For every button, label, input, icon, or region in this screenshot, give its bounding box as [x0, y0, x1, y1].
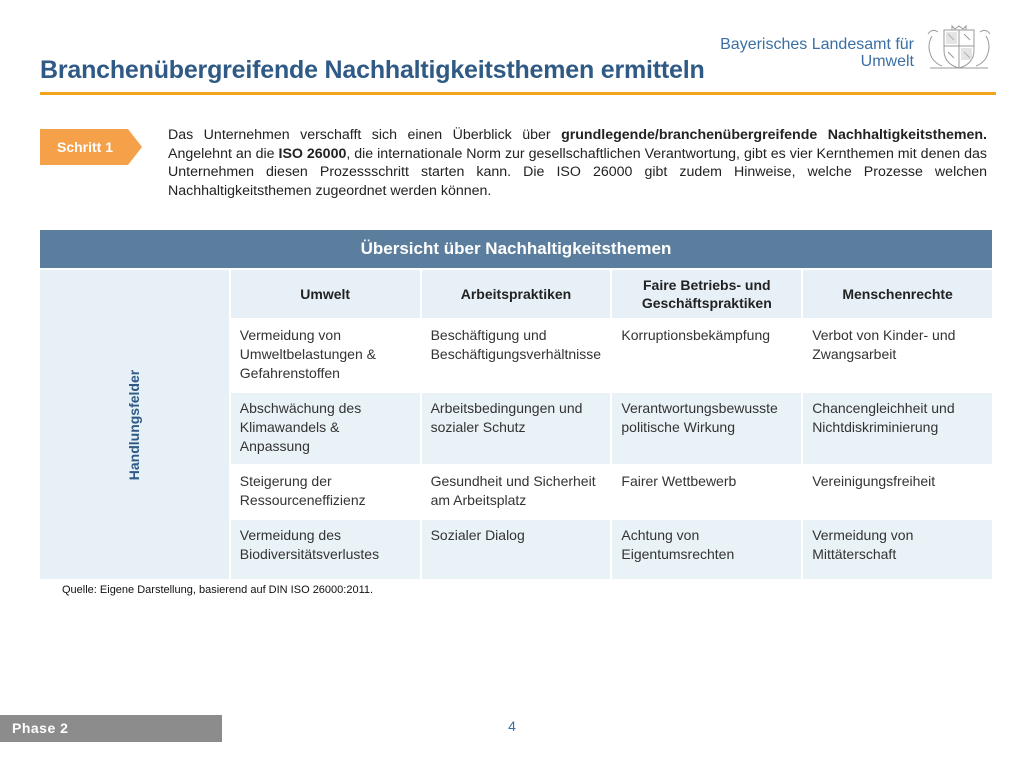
table-cell: Fairer Wettbewerb — [612, 466, 801, 518]
intro-paragraph — [168, 126, 987, 200]
phase-label: Phase 2 — [0, 715, 222, 742]
table-cell: Arbeitsbedingungen und sozialer Schutz — [422, 393, 611, 464]
title-underline — [40, 92, 996, 95]
page-number: 4 — [508, 718, 516, 734]
table-cell: Achtung von Eigentumsrechten — [612, 520, 801, 579]
side-header-label: Handlungsfelder — [126, 369, 143, 480]
table-cell: Steigerung der Ressourceneffizienz — [231, 466, 420, 518]
step-badge-label: Schritt 1 — [56, 139, 113, 155]
step-badge — [40, 129, 142, 165]
column-header-menschenrechte: Menschenrechte — [803, 270, 992, 318]
organization-name-line2: Umwelt — [860, 53, 914, 70]
source-note: Quelle: Eigene Darstellung, basierend auf DIN ISO 26000:2011. — [62, 584, 374, 596]
intro-bold-1: grundlegende/branchenübergreifende Nachhaltigkeitsthemen. — [561, 127, 987, 143]
table-cell: Abschwächung des Klimawandels & Anpassung — [231, 393, 420, 464]
intro-text-2: Angelehnt an die — [168, 145, 279, 162]
table-cell: Sozialer Dialog — [422, 520, 611, 579]
table-cell: Korruptionsbekämpfung — [612, 320, 801, 391]
column-header-arbeitspraktiken: Arbeitspraktiken — [422, 270, 611, 318]
column-header-umwelt: Umwelt — [231, 270, 420, 318]
table-cell: Vermeidung von Mittäterschaft — [803, 520, 992, 579]
table-cell: Verantwortungsbewusste politische Wirkung — [612, 393, 801, 464]
table-cell: Gesundheit und Sicherheit am Arbeitsplatz — [422, 466, 611, 518]
table-cell: Chancengleichheit und Nichtdiskriminierung — [803, 393, 992, 464]
intro-text-3: , die internationale Norm zur gesellschaftlichen Verantwortung, gibt es vier Kernthemen mit denen das Unternehmen diesen Prozessschritt starten kann. Die ISO 26000 gibt zudem Hinweise, welche Prozesse welchen Nachhaltigkeitsthemen zugeordnet werden können. — [168, 145, 987, 199]
intro-text-1: Das Unternehmen verschafft sich einen Überblick über — [168, 127, 562, 143]
table-cell: Vermeidung des Biodiversitätsverlustes — [231, 520, 420, 579]
table-cell: Vereinigungsfreiheit — [803, 466, 992, 518]
table-cell: Verbot von Kinder- und Zwangsarbeit — [803, 320, 992, 391]
intro-bold-2: ISO 26000 — [278, 145, 347, 162]
topics-table — [40, 230, 996, 579]
column-header-faire-praktiken: Faire Betriebs- und Geschäftspraktiken — [612, 270, 801, 318]
table-title: Übersicht über Nachhaltigkeitsthemen — [40, 230, 992, 268]
page-title: Branchenübergreifende Nachhaltigkeitsthemen ermitteln — [40, 56, 705, 84]
table-cell: Vermeidung von Umweltbelastungen & Gefahrenstoffen — [231, 320, 420, 391]
bavarian-coat-of-arms-icon — [922, 24, 996, 72]
table-cell: Beschäftigung und Beschäftigungsverhältnisse — [422, 320, 611, 391]
side-header — [40, 270, 229, 579]
organization-name-line1: Bayerisches Landesamt für — [720, 36, 914, 53]
